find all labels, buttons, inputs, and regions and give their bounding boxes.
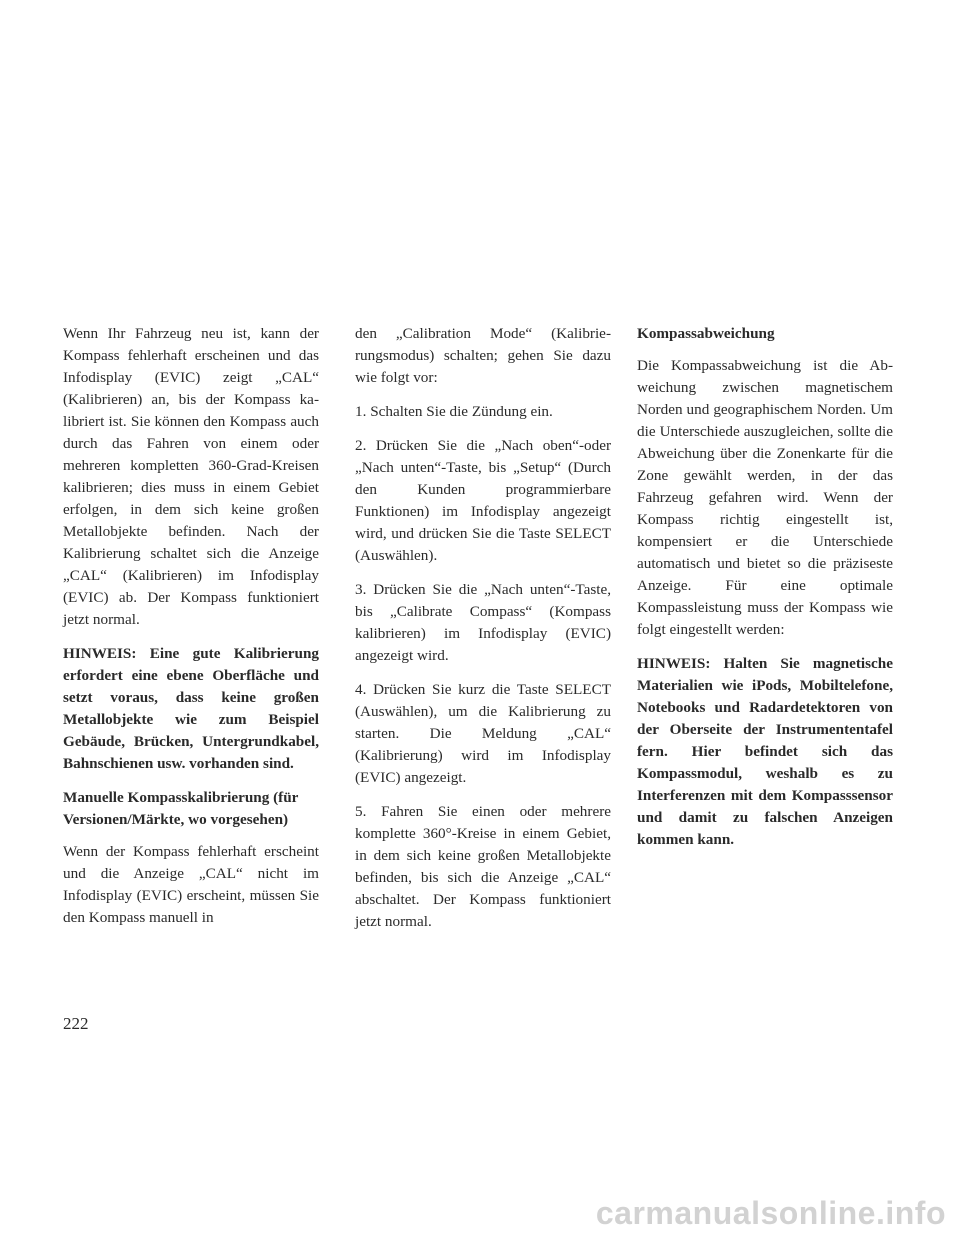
page-number: 222 xyxy=(63,1014,89,1033)
calibration-mode-paragraph: den „Calibration Mode“ (Kalibrierungsmodus) schalten; gehen Sie dazu wie folgt vor: xyxy=(355,325,611,386)
compass-variance-note: HINWEIS: Halten Sie magnetische Materialien wie iPods, Mobiltelefone, Notebooks und Radardetektoren von der Oberseite der Instrumententafel fern. Hier befindet sich das Kompassmodul, weshalb es zu Interferenzen mit dem Kompasssensor und damit zu falschen Anzeigen kommen kann. xyxy=(637,655,893,848)
manual-calibration-heading: Manuelle Kompasskalibrierung (für Versionen/Märkte, wo vorgesehen) xyxy=(63,789,299,828)
calibration-note: HINWEIS: Eine gute Kalibrierung erfordert eine ebene Oberfläche und setzt voraus, dass keine großen Metallobjekte wie zum Beispiel Gebäude, Brücken, Untergrundkabel, Bahnschienen usw. vorhanden sind. xyxy=(63,645,319,772)
manual-calibration-paragraph: Wenn der Kompass fehlerhaft erscheint und die Anzeige „CAL“ nicht im Infodisplay (EVIC) erscheint, müssen Sie den Kompass manuell in xyxy=(63,843,319,926)
step-4: 4. Drücken Sie kurz die Taste SELECT (Auswählen), um die Kalibrierung zu starten. Die Meldung „CAL“ (Kalibrierung) wird im Infodisplay (EVIC) angezeigt. xyxy=(355,681,611,786)
step-3: 3. Drücken Sie die „Nach unten“-Taste, bis „Calibrate Compass“ (Kompass kalibrieren) im Infodisplay (EVIC) angezeigt wird. xyxy=(355,581,611,664)
watermark-logo: carmanualsonline.info xyxy=(595,1195,946,1231)
compass-variance-heading: Kompassabweichung xyxy=(637,325,775,342)
step-2: 2. Drücken Sie die „Nach oben“-oder „Nach unten“-Taste, bis „Setup“ (Durch den Kunden programmierbare Funktionen) im Infodisplay angezeigt wird, und drücken Sie die Taste SELECT (Auswählen). xyxy=(355,437,611,564)
calibration-intro-paragraph: Wenn Ihr Fahrzeug neu ist, kann der Kompass fehlerhaft erscheinen und das Infodisplay (EVIC) zeigt „CAL“ (Kalibrieren) an, bis der Kompass kalibriert ist. Sie können den Kompass auch durch das Fahren von einem oder mehreren kompletten 360-Grad-Kreisen kalibrieren; dies muss in einem Gebiet erfolgen, in dem sich keine großen Metallobjekte befinden. Nach der Kalibrierung schaltet sich die Anzeige „CAL“ (Kalibrieren) im Infodisplay (EVIC) ab. Der Kompass funktioniert jetzt normal. xyxy=(63,325,319,628)
step-1: 1. Schalten Sie die Zündung ein. xyxy=(355,403,553,420)
compass-variance-paragraph: Die Kompassabweichung ist die Abweichung zwischen magnetischem Norden und geographischem Norden. Um die Unterschiede auszugleichen, sollte die Abweichung über die Zonenkarte für die Zone gewählt werden, in der das Fahrzeug gefahren wird. Wenn der Kompass richtig eingestellt ist, kompensiert er die Unterschiede automatisch und bietet so die präziseste Anzeige. Für eine optimale Kompassleistung muss der Kompass wie folgt eingestellt werden: xyxy=(637,357,893,638)
text-column-2 xyxy=(355,323,611,945)
text-column-3 xyxy=(637,323,893,863)
step-5: 5. Fahren Sie einen oder mehrere komplette 360°-Kreise in einem Gebiet, in dem sich keine großen Metallobjekte befinden, bis sich die Anzeige „CAL“ abschaltet. Der Kompass funktioniert jetzt normal. xyxy=(355,803,611,930)
text-column-1 xyxy=(63,323,319,941)
